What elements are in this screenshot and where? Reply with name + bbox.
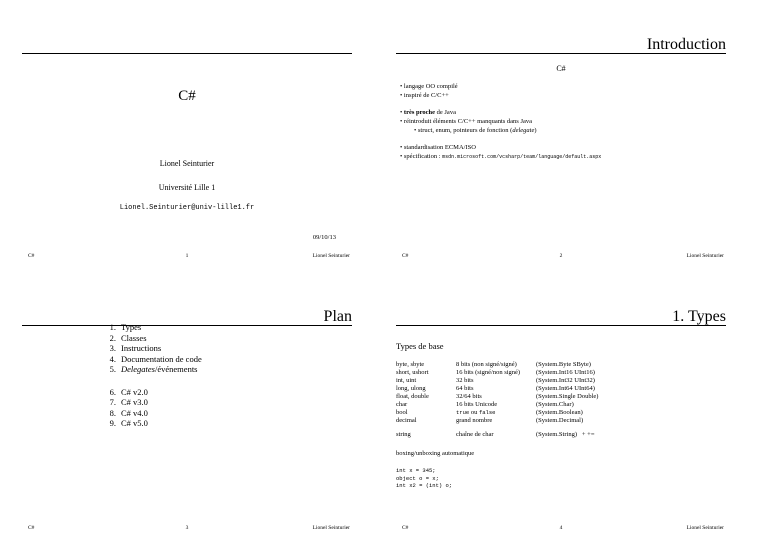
intro-bullets: [400, 82, 726, 162]
bullet-struct: • struct, enum, pointeurs de fonction (delegate): [414, 127, 537, 134]
slide-subtitle: C#: [556, 64, 566, 73]
slide-3: Plan 1. Types 2. Classes 3. Instructions 4. Documentation de code 5. Delegates/événements 6. C# v2.0 7. C# v3.0 8. C# v4.0 9. C# v5.0 C# 3 Lionel Seinturier: [22, 280, 352, 535]
footer-author: Lionel Seinturier: [312, 525, 350, 531]
footer-author: Lionel Seinturier: [312, 253, 350, 259]
slide-date: 09/10/13: [312, 234, 336, 241]
author-name: Lionel Seinturier: [159, 159, 215, 168]
slide-footer: [396, 252, 726, 260]
bullet-compiled: • langage OO compilé: [400, 83, 458, 90]
course-title: C#: [178, 88, 196, 104]
footer-page-number: 3: [185, 525, 189, 531]
bullet-inspired: • inspiré de C/C++: [400, 92, 449, 99]
table-row: int, uint 32 bits (System.Int32 UInt32): [396, 377, 595, 384]
slide-footer: [396, 524, 726, 532]
author-email: Lionel.Seinturier@univ-lille1.fr: [119, 204, 255, 212]
code-sample: [396, 467, 452, 490]
footer-author: Lionel Seinturier: [686, 525, 724, 531]
title-rule: [396, 325, 726, 326]
bullet-java-strong: très proche: [403, 109, 436, 116]
bullet-spec: • spécification : msdn.microsoft.com/vcsharp/team/language/default.aspx: [400, 153, 602, 160]
spec-url: msdn.microsoft.com/vcsharp/team/language/default.aspx: [442, 154, 602, 160]
table-row: char 16 bits Unicode (System.Char): [396, 401, 574, 408]
table-row: long, ulong 64 bits (System.Int64 UInt64): [396, 385, 595, 392]
code-line: object o = x;: [396, 474, 439, 482]
footer-author: Lionel Seinturier: [686, 253, 724, 259]
table-row: bool true ou false (System.Boolean): [396, 409, 583, 416]
title-rule: [22, 325, 352, 326]
footer-left: C#: [28, 525, 35, 531]
footer-left: C#: [402, 525, 409, 531]
bullet-java: • très proche de Java: [400, 109, 456, 116]
slide-title: Introduction: [646, 36, 726, 53]
slide-title: Plan: [323, 308, 352, 325]
slide-footer: [22, 524, 352, 532]
bullet-reintroduces: • réintroduit éléments C/C++ manquants dans Java: [400, 118, 532, 125]
footer-left: C#: [28, 253, 35, 259]
delegate-term: delegate: [512, 127, 535, 134]
bullet-standard: • standardisation ECMA/ISO: [400, 144, 476, 151]
string-operators: + +=: [581, 431, 595, 438]
table-row: float, double 32/64 bits (System.Single Double): [396, 393, 599, 400]
table-row: decimal grand nombre (System.Decimal): [396, 417, 584, 424]
footer-page-number: 1: [185, 253, 189, 259]
code-line: int x2 = (int) o;: [396, 482, 453, 489]
slide-title: 1. Types: [672, 308, 726, 325]
slide-2: [396, 8, 726, 263]
table-row: byte, sbyte 8 bits (non signé/signé) (System.Byte SByte): [396, 361, 591, 368]
slide-4: [396, 280, 726, 535]
footer-page-number: 4: [559, 525, 563, 531]
footer-page-number: 2: [559, 253, 563, 259]
university-name: Université Lille 1: [158, 183, 216, 192]
footer-left: C#: [402, 253, 409, 259]
code-line: int x = 345;: [396, 467, 436, 474]
boxing-note: boxing/unboxing automatique: [396, 450, 475, 457]
slide-footer: [22, 252, 352, 260]
title-rule: [396, 53, 726, 54]
slide-subtitle: Types de base: [396, 341, 444, 351]
slide-1: [22, 8, 352, 263]
table-row: short, ushort 16 bits (signé/non signé) (System.Int16 UInt16): [396, 369, 595, 376]
bullet-java-rest: de Java: [435, 109, 456, 116]
title-rule: [22, 53, 352, 54]
table-row-string: string chaîne de char (System.String) + +=: [396, 431, 595, 438]
